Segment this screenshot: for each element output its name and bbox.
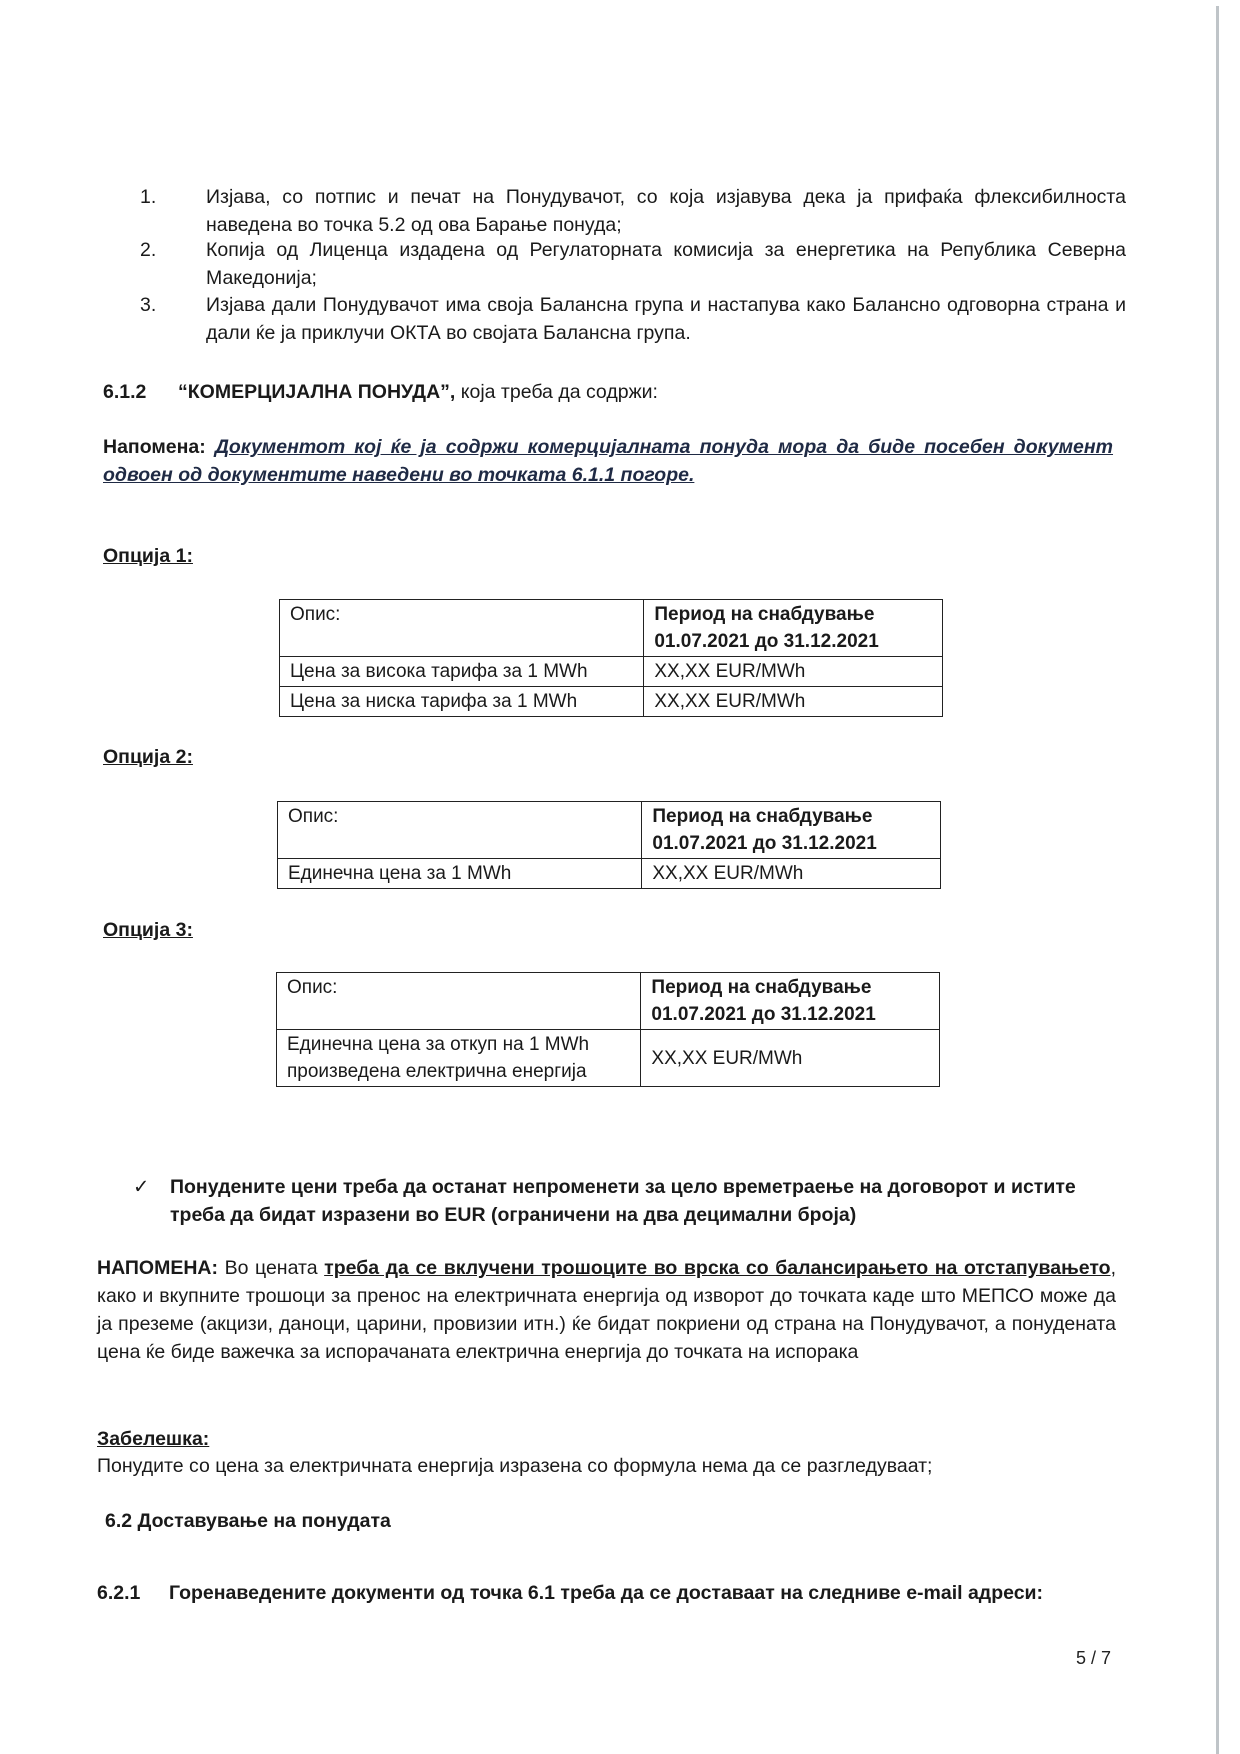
- header-period: [644, 600, 943, 657]
- section-title-rest: која треба да содржи:: [455, 381, 658, 403]
- costs-note-label: НАПОМЕНА:: [97, 1257, 218, 1279]
- list-item: [140, 291, 1126, 347]
- section-title: “КОМЕРЦИЈАЛНА ПОНУДА”,: [178, 381, 456, 403]
- row-description: Единечна цена за 1 MWh: [278, 859, 642, 889]
- note-text: Документот кој ќе ја содржи комерцијалната понуда мора да биде посебен документ одвоен од документите наведени во точката 6.1.1 погоре.: [103, 436, 1114, 486]
- remark-text: Понудите со цена за електричната енергија изразена со формула нема да се разгледуваат;: [97, 1455, 933, 1477]
- header-period: [642, 802, 941, 859]
- note-label: Напомена:: [103, 436, 215, 458]
- period-label: Период на снабдување: [652, 806, 873, 827]
- row-description: Цена за ниска тарифа за 1 MWh: [280, 687, 644, 717]
- row-value: XX,XX EUR/MWh: [644, 657, 943, 687]
- table-row: [280, 657, 943, 687]
- list-number: 2.: [140, 239, 157, 261]
- row-description-line-1: Единечна цена за откуп на 1 MWh: [287, 1034, 590, 1055]
- list-text: Изјава, со потпис и печат на Понудувачот, со која изјавува дека ја прифаќа флексибилноста наведена во точка 5.2 од ова Барање понуда;: [206, 186, 1126, 236]
- option-2-table: [277, 801, 941, 889]
- option-1-label: Опција 1:: [103, 545, 193, 567]
- table-row: [278, 859, 941, 889]
- period-dates: 01.07.2021 до 31.12.2021: [652, 833, 877, 854]
- period-dates: 01.07.2021 до 31.12.2021: [654, 631, 879, 652]
- scan-edge-line: [1216, 6, 1219, 1754]
- header-description: Опис:: [280, 600, 644, 657]
- header-description: Опис:: [277, 973, 641, 1030]
- costs-note-text: , како и вкупните трошоци за пренос на електричната енергија од изворот до точката каде што МЕПСО може да ја преземе (акцизи, даноци, царини, провизии итн.) ќе бидат покриени од страна на Понудувачот, а понудената цена ќе биде важечка за испорачаната електрична енергија до точката на испорака: [97, 1257, 1116, 1363]
- table-row: [277, 1030, 940, 1087]
- checkmark-icon: ✓: [133, 1176, 150, 1198]
- list-number: 3.: [140, 294, 157, 316]
- table-header-row: [277, 973, 940, 1030]
- list-item: [140, 236, 1126, 292]
- option-3-table: [276, 972, 940, 1087]
- option-3-label: Опција 3:: [103, 919, 193, 941]
- table-header-row: [278, 802, 941, 859]
- header-description: Опис:: [278, 802, 642, 859]
- section-6-2-1-heading: [97, 1582, 1043, 1605]
- option-1-table: [279, 599, 943, 717]
- section-6-2-heading: 6.2 Доставување на понудата: [105, 1510, 391, 1532]
- costs-note-lead: Во цената: [218, 1257, 325, 1279]
- list-number: 1.: [140, 186, 157, 208]
- section-6-1-2-heading: [103, 378, 658, 406]
- costs-note-emphasis: треба да се вклучени трошоците во врска со балансирањето на отстапувањето: [324, 1257, 1111, 1279]
- table-row: [280, 687, 943, 717]
- period-label: Период на снабдување: [651, 977, 872, 998]
- period-dates: 01.07.2021 до 31.12.2021: [651, 1004, 876, 1025]
- costs-note: [97, 1254, 1116, 1366]
- row-value: XX,XX EUR/MWh: [644, 687, 943, 717]
- section-number: 6.2.1: [97, 1582, 141, 1604]
- row-value: XX,XX EUR/MWh: [642, 859, 941, 889]
- list-text: Копија од Лиценца издадена од Регулаторната комисија за енергетика на Република Северна Македонија;: [206, 239, 1126, 289]
- price-validity-text: Понудените цени треба да останат непроменети за цело времетраење на договорот и истите треба да бидат изразени во EUR (ограничени на два децимални броја): [170, 1176, 1076, 1226]
- option-2-label: Опција 2:: [103, 746, 193, 768]
- row-description: [277, 1030, 641, 1087]
- remark-label: Забелешка:: [97, 1428, 210, 1450]
- row-description-line-2: произведена електрична енергија: [287, 1061, 587, 1082]
- row-description: Цена за висока тарифа за 1 MWh: [280, 657, 644, 687]
- period-label: Период на снабдување: [654, 604, 875, 625]
- header-period: [641, 973, 940, 1030]
- commercial-offer-note: [103, 433, 1113, 489]
- list-item: [140, 183, 1126, 239]
- row-value: XX,XX EUR/MWh: [641, 1030, 940, 1087]
- price-validity-note: [133, 1173, 1118, 1229]
- section-number: 6.1.2: [103, 381, 147, 403]
- list-text: Изјава дали Понудувачот има своја Балансна група и настапува како Балансно одговорна страна и дали ќе ја приклучи ОКТА во својата Балансна група.: [206, 294, 1126, 344]
- table-header-row: [280, 600, 943, 657]
- section-text: Горенаведените документи од точка 6.1 треба да се доставаат на следниве e-mail адреси:: [169, 1582, 1044, 1604]
- page-number: 5 / 7: [1076, 1648, 1112, 1668]
